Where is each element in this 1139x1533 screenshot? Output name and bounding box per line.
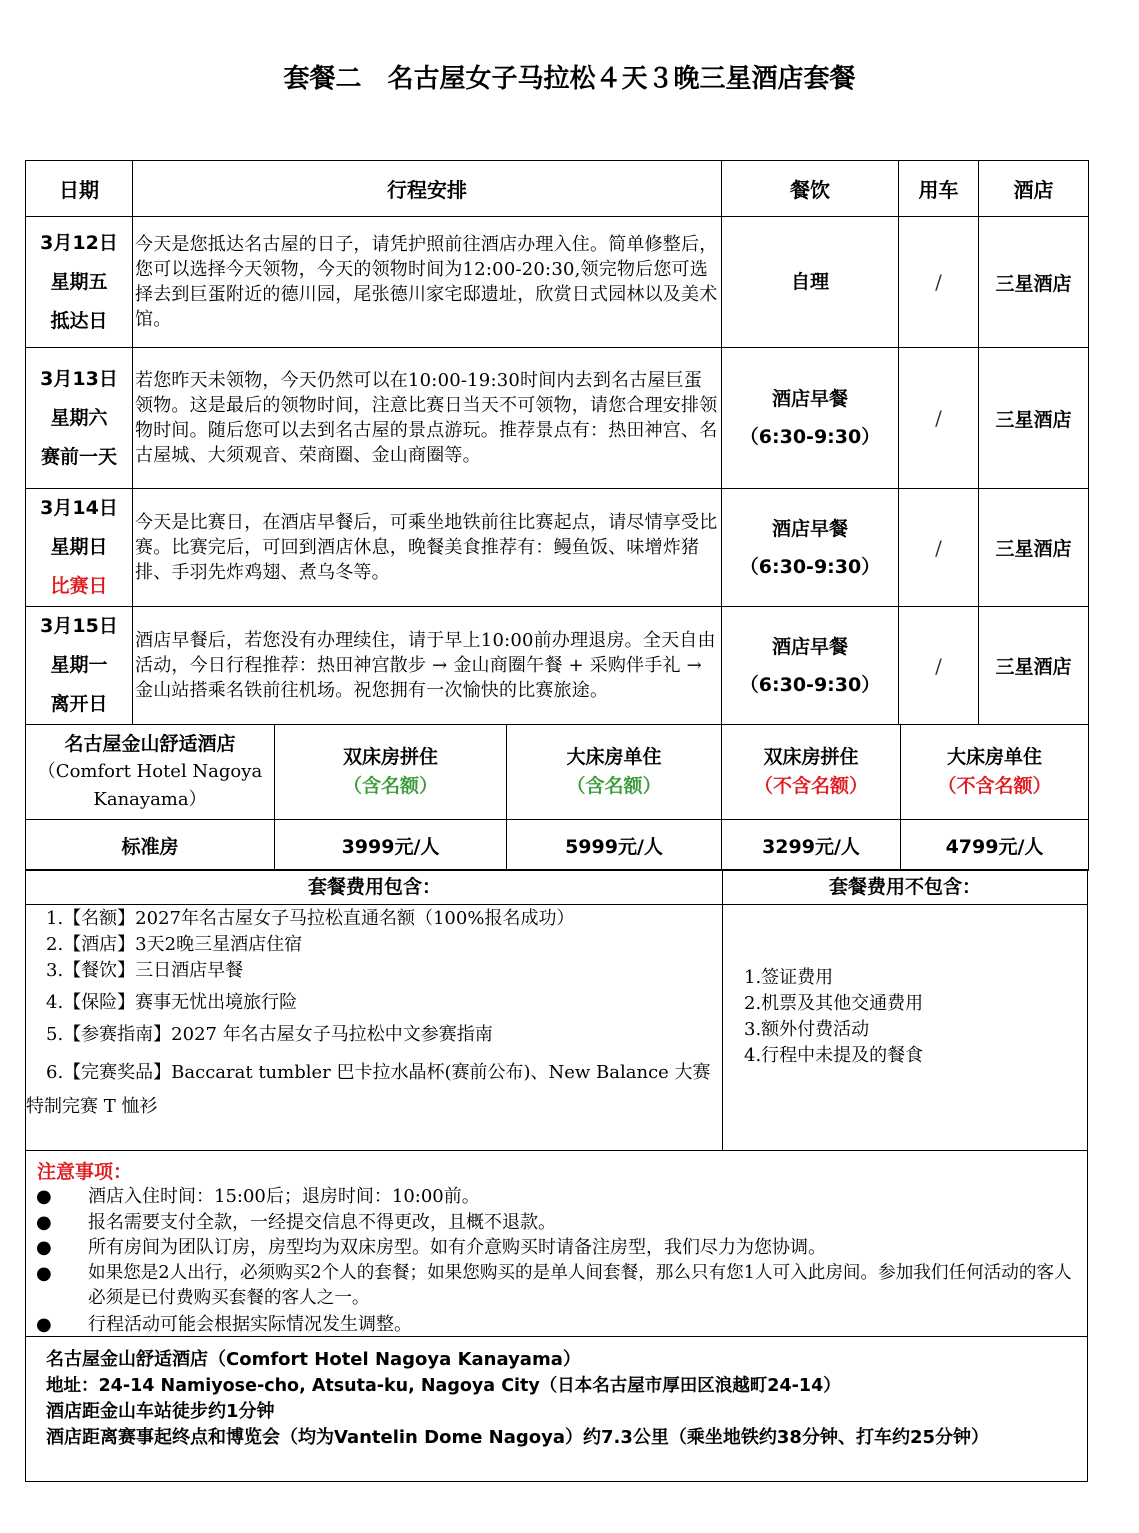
page-title: 套餐二 名古屋女子马拉松４天３晚三星酒店套餐 bbox=[283, 64, 856, 94]
header-schedule: 行程安排 bbox=[133, 161, 722, 217]
room-type-name: 双床房拼住 bbox=[763, 746, 859, 768]
pricing-table bbox=[25, 724, 1089, 871]
date: 3月15日 bbox=[40, 615, 118, 637]
excludes-item: 2.机票及其他交通费用 bbox=[744, 993, 924, 1014]
includes-item: 6.【完赛奖品】Baccarat tumbler 巴卡拉水晶杯(赛前公布)、New Balance 大赛特制完赛 T 恤衫 bbox=[26, 1062, 711, 1117]
note-item bbox=[36, 1312, 1086, 1338]
date-cell bbox=[26, 489, 133, 607]
weekday: 星期六 bbox=[50, 406, 108, 429]
excludes-item: 1.签证费用 bbox=[744, 967, 834, 988]
fee-section bbox=[25, 869, 1088, 1151]
hotel-cell: 三星酒店 bbox=[979, 348, 1089, 489]
schedule-description: 若您昨天未领物，今天仍然可以在10:00-19:30时间内去到名古屋巨蛋领物。这是最后的领物时间，注意比赛日当天不可领物，请您合理安排领物时间。随后您可以去到名古屋的景点游玩。推荐景点有：热田神宫、名古屋城、大须观音、荣商圈、金山商圈等。 bbox=[133, 348, 722, 489]
itinerary-row bbox=[26, 348, 1089, 489]
meal-cell bbox=[722, 489, 899, 607]
car-cell: / bbox=[899, 607, 979, 725]
hotel-cell: 三星酒店 bbox=[979, 607, 1089, 725]
weekday: 星期五 bbox=[50, 270, 108, 293]
room-type-cell bbox=[275, 725, 507, 820]
notes-title: 注意事项： bbox=[37, 1161, 133, 1183]
itinerary-row bbox=[26, 217, 1089, 348]
hotel-info-text bbox=[46, 1347, 1086, 1451]
meal-time: （6:30-9:30） bbox=[739, 426, 881, 448]
room-type-name: 大床房单住 bbox=[566, 746, 662, 768]
includes-item: 4.【保险】赛事无忧出境旅行险 bbox=[46, 992, 298, 1013]
car-cell: / bbox=[899, 489, 979, 607]
room-label: 标准房 bbox=[26, 820, 275, 871]
meal-cell bbox=[722, 217, 899, 348]
note-item bbox=[36, 1261, 1086, 1312]
excludes-item: 4.行程中未提及的餐食 bbox=[744, 1045, 924, 1066]
note-text: 酒店入住时间：15:00后；退房时间：10:00前。 bbox=[88, 1186, 480, 1207]
hotel-cell: 三星酒店 bbox=[979, 217, 1089, 348]
room-type-name: 双床房拼住 bbox=[342, 746, 438, 768]
note-text: 报名需要支付全款，一经提交信息不得更改，且概不退款。 bbox=[88, 1211, 556, 1233]
date: 3月14日 bbox=[40, 497, 118, 519]
excludes-divider bbox=[723, 904, 1087, 905]
includes-item: 3.【餐饮】三日酒店早餐 bbox=[46, 960, 244, 981]
weekday: 星期一 bbox=[50, 654, 108, 676]
date: 3月13日 bbox=[40, 367, 118, 390]
schedule-description: 今天是您抵达名古屋的日子，请凭护照前往酒店办理入住。简单修整后，您可以选择今天领物，今天的领物时间为12:00-20:30,领完物后您可选择去到巨蛋附近的德川园，尾张德川家宅邸遗址，欣赏日式园林以及美术馆。 bbox=[133, 217, 722, 348]
car-cell: / bbox=[899, 217, 979, 348]
itinerary-table bbox=[25, 160, 1089, 725]
header-meal: 餐饮 bbox=[722, 161, 899, 217]
meal: 自理 bbox=[790, 271, 829, 293]
note-item bbox=[36, 1235, 1086, 1261]
day-label-race-day: 比赛日 bbox=[50, 575, 108, 597]
excludes-header: 套餐费用不包含： bbox=[828, 876, 981, 898]
meal-cell bbox=[722, 348, 899, 489]
includes-header: 套餐费用包含： bbox=[307, 876, 441, 898]
pricing-hotel-name bbox=[26, 725, 275, 820]
hotel-info-address: 地址：24-14 Namiyose-cho, Atsuta-ku, Nagoya City（日本名古屋市厚田区浪越町24-14） bbox=[46, 1376, 841, 1396]
header-date: 日期 bbox=[26, 161, 133, 217]
schedule-description: 今天是比赛日，在酒店早餐后，可乘坐地铁前往比赛起点，请尽情享受比赛。比赛完后，可回到酒店休息，晚餐美食推荐有：鳗鱼饭、味增炸猪排、手羽先炸鸡翅、煮乌冬等。 bbox=[133, 489, 722, 607]
price-cell: 5999元/人 bbox=[507, 820, 722, 871]
includes-item: 1.【名额】2027年名古屋女子马拉松直通名额（100%报名成功） bbox=[46, 908, 575, 929]
meal-cell bbox=[722, 607, 899, 725]
hotel-name-en: （Comfort Hotel Nagoya Kanayama） bbox=[37, 761, 263, 810]
bullet-icon: ● bbox=[36, 1262, 52, 1284]
room-type-note: （含名额） bbox=[342, 775, 438, 797]
itinerary-header-row bbox=[26, 161, 1089, 217]
day-label: 赛前一天 bbox=[40, 445, 117, 468]
date-cell bbox=[26, 348, 133, 489]
hotel-info-distance: 酒店距离赛事起终点和博览会（均为Vantelin Dome Nagoya）约7.3公里（乘坐地铁约38分钟、打车约25分钟） bbox=[46, 1427, 990, 1448]
includes-divider bbox=[26, 904, 723, 905]
meal-time: （6:30-9:30） bbox=[739, 673, 881, 696]
schedule-description: 酒店早餐后，若您没有办理续住，请于早上10:00前办理退房。全天自由活动，今日行程推荐：热田神宫散步 → 金山商圈午餐 + 采购伴手礼 → 金山站搭乘名铁前往机场。祝您拥有一次愉快的比赛旅途。 bbox=[133, 607, 722, 725]
room-type-cell bbox=[901, 725, 1089, 820]
note-item bbox=[36, 1210, 1086, 1236]
includes-item: 2.【酒店】3天2晚三星酒店住宿 bbox=[46, 934, 303, 955]
bullet-icon: ● bbox=[36, 1186, 52, 1207]
bullet-icon: ● bbox=[36, 1237, 52, 1258]
price-cell: 3299元/人 bbox=[722, 820, 901, 871]
hotel-cell: 三星酒店 bbox=[979, 489, 1089, 607]
includes-list bbox=[26, 906, 720, 1124]
notes-section bbox=[25, 1149, 1088, 1337]
meal: 酒店早餐 bbox=[771, 517, 848, 540]
note-text: 行程活动可能会根据实际情况发生调整。 bbox=[88, 1313, 412, 1335]
header-car: 用车 bbox=[899, 161, 979, 217]
itinerary-row bbox=[26, 489, 1089, 607]
car-cell: / bbox=[899, 348, 979, 489]
room-type-cell bbox=[507, 725, 722, 820]
room-type-note: （含名额） bbox=[566, 775, 662, 797]
bullet-icon: ● bbox=[36, 1313, 52, 1335]
meal-time: （6:30-9:30） bbox=[739, 555, 881, 578]
column-divider bbox=[722, 870, 723, 1150]
meal: 酒店早餐 bbox=[771, 635, 848, 658]
date-cell bbox=[26, 217, 133, 348]
pricing-header-row bbox=[26, 725, 1089, 820]
hotel-name-cn: 名古屋金山舒适酒店 bbox=[64, 733, 236, 755]
room-type-note: （不含名额） bbox=[937, 775, 1052, 797]
includes-item: 5.【参赛指南】2027 年名古屋女子马拉松中文参赛指南 bbox=[46, 1024, 493, 1045]
room-type-cell bbox=[722, 725, 901, 820]
day-label: 抵达日 bbox=[50, 309, 108, 332]
pricing-row bbox=[26, 820, 1089, 871]
hotel-info-name: 名古屋金山舒适酒店（Comfort Hotel Nagoya Kanayama） bbox=[46, 1349, 581, 1370]
room-type-name: 大床房单住 bbox=[946, 746, 1042, 768]
excludes-item: 3.额外付费活动 bbox=[744, 1019, 870, 1040]
note-text: 如果您是2人出行，必须购买2个人的套餐；如果您购买的是单人间套餐，那么只有您1人可入此房间。参加我们任何活动的客人必须是已付费购买套餐的客人之一。 bbox=[88, 1262, 1072, 1308]
note-text: 所有房间为团队订房，房型均为双床房型。如有介意购买时请备注房型，我们尽力为您协调。 bbox=[88, 1237, 826, 1258]
price-cell: 3999元/人 bbox=[275, 820, 507, 871]
hotel-info-section bbox=[25, 1336, 1088, 1482]
excludes-list bbox=[744, 965, 1084, 1069]
notes-list bbox=[36, 1184, 1086, 1337]
day-label: 离开日 bbox=[50, 693, 108, 715]
note-item bbox=[36, 1184, 1086, 1210]
price-cell: 4799元/人 bbox=[901, 820, 1089, 871]
header-hotel: 酒店 bbox=[979, 161, 1089, 217]
weekday: 星期日 bbox=[50, 536, 108, 558]
hotel-info-walk: 酒店距金山车站徒步约1分钟 bbox=[46, 1401, 275, 1422]
bullet-icon: ● bbox=[36, 1211, 52, 1233]
date-cell bbox=[26, 607, 133, 725]
room-type-note: （不含名额） bbox=[753, 775, 868, 797]
itinerary-row bbox=[26, 607, 1089, 725]
date: 3月12日 bbox=[40, 231, 118, 254]
meal: 酒店早餐 bbox=[771, 388, 848, 410]
